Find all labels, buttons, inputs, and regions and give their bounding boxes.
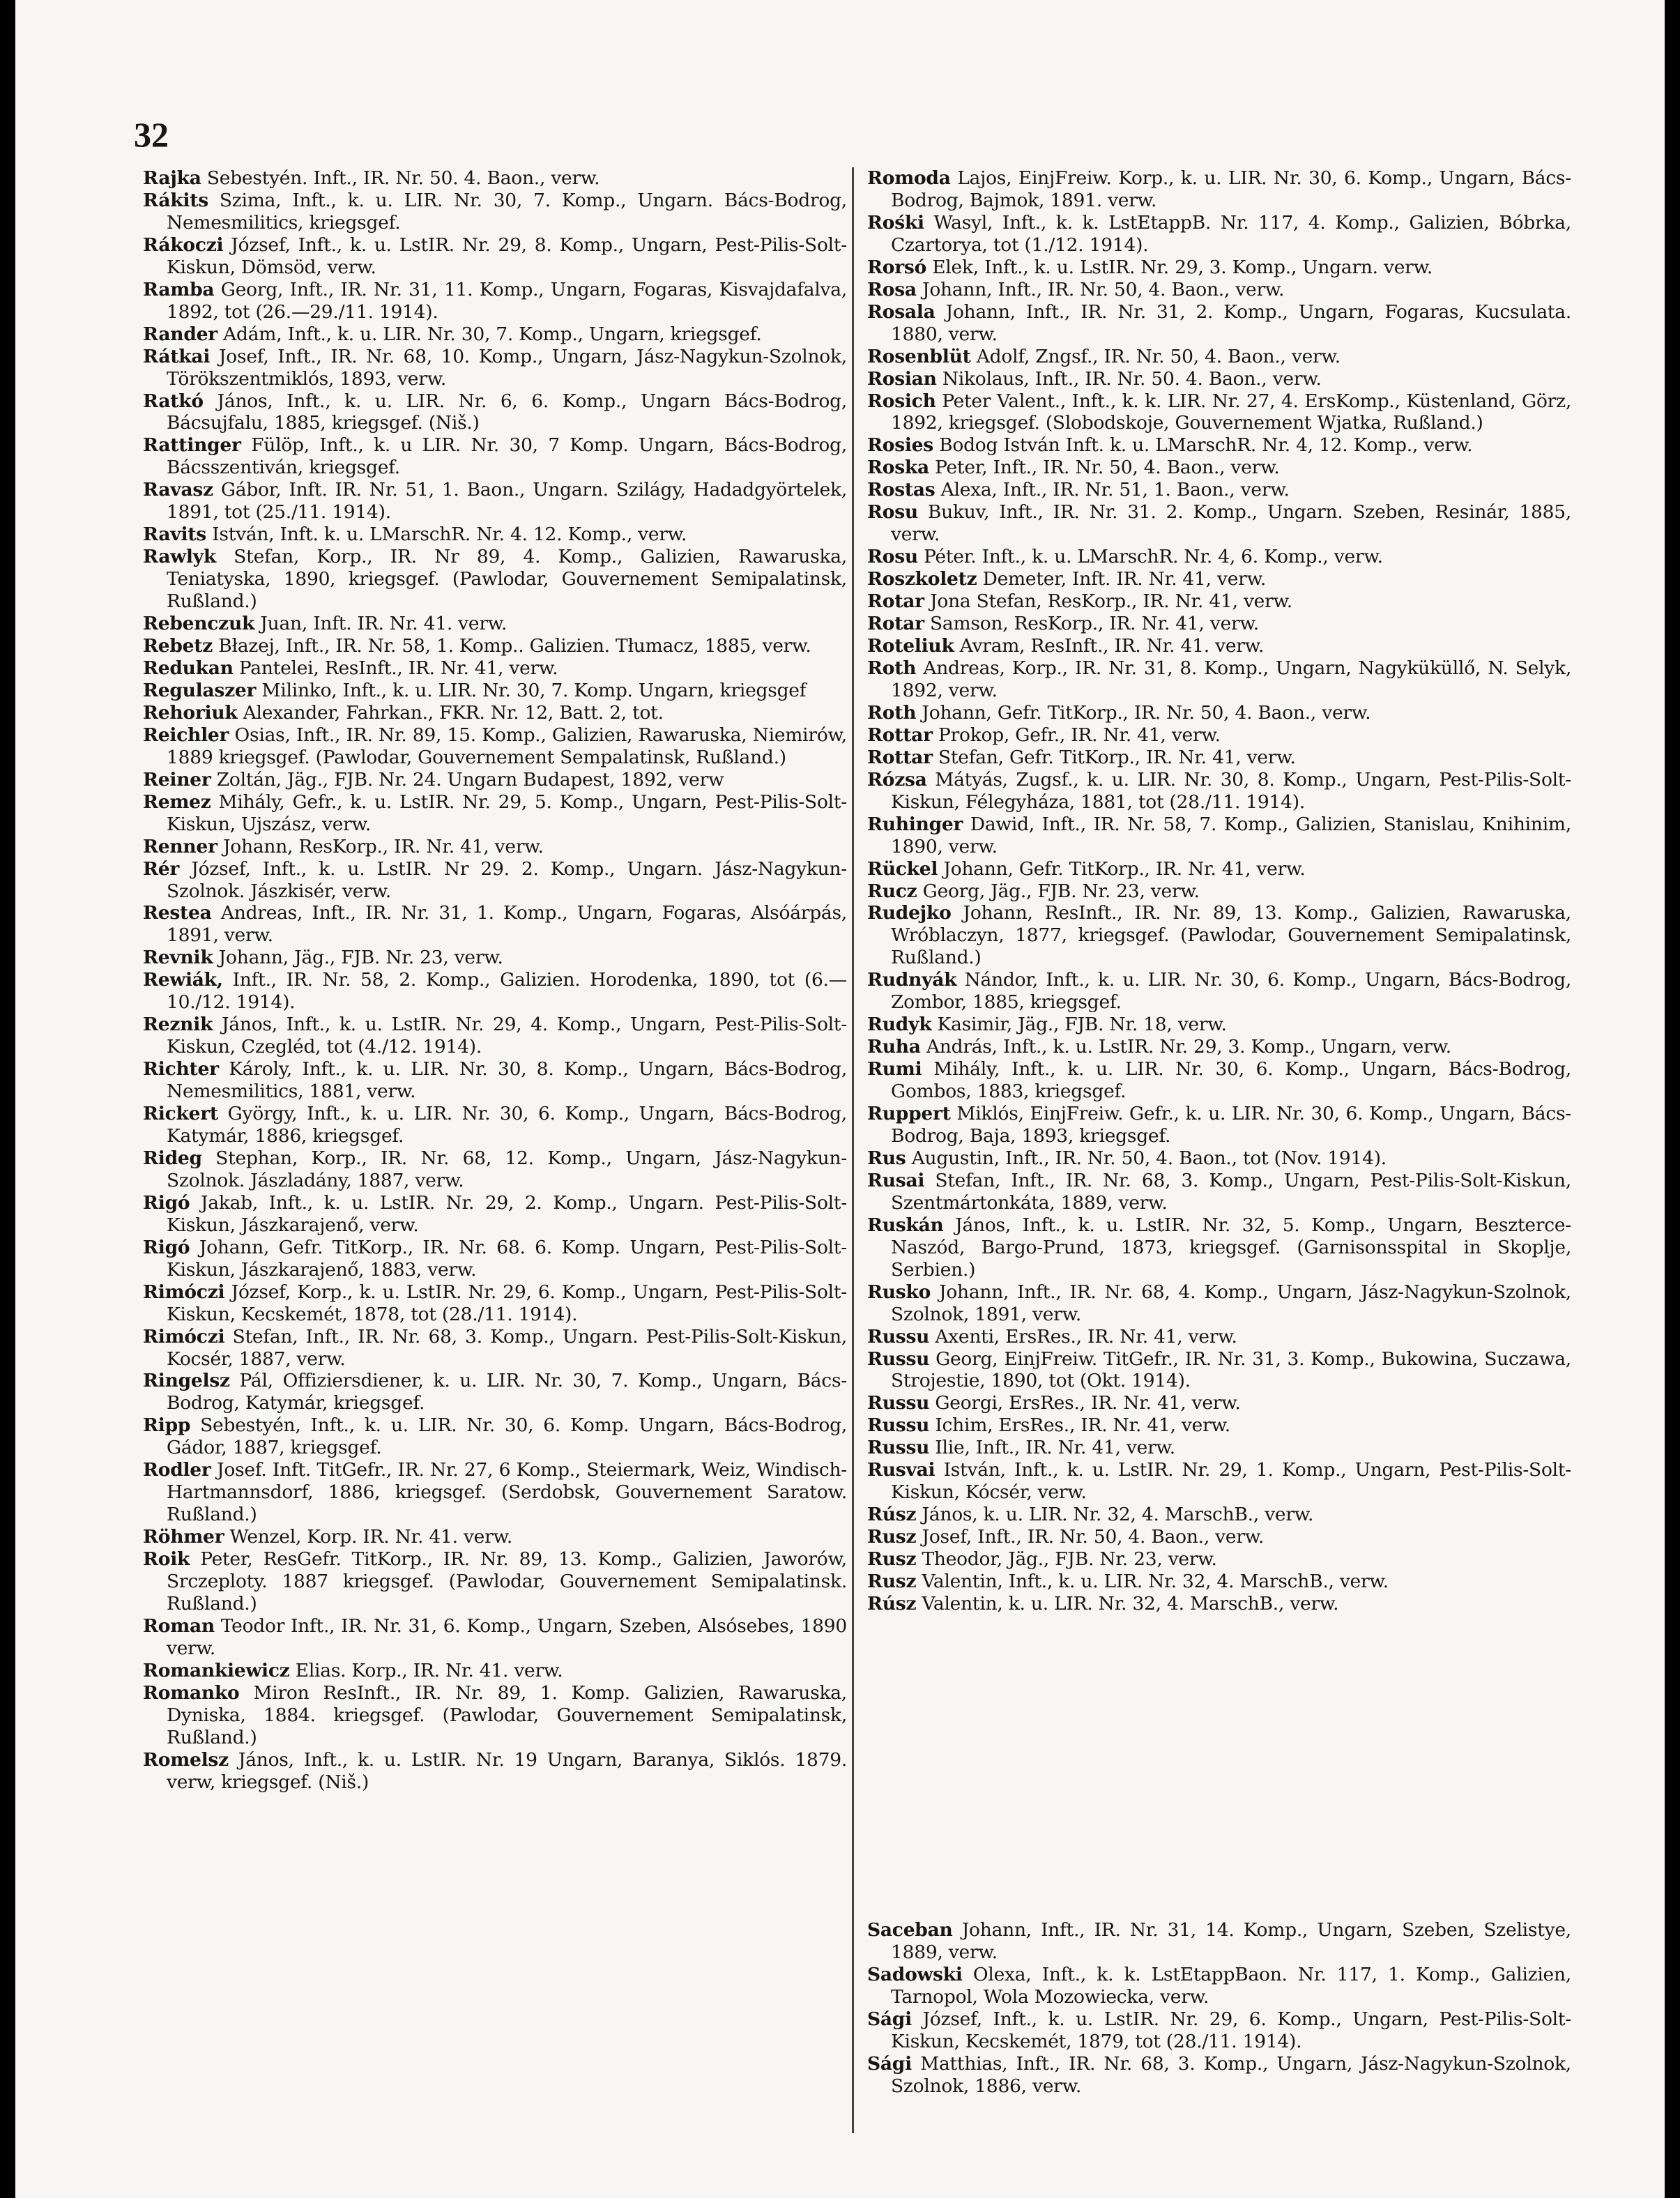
entry-surname: Rigó xyxy=(143,1236,190,1258)
list-item xyxy=(143,858,847,903)
entry-surname: Rajka xyxy=(143,167,201,189)
entry-surname: Rusai xyxy=(867,1169,925,1191)
entry-surname: Russu xyxy=(867,1325,930,1348)
list-item xyxy=(867,1214,1571,1281)
entry-surname: Rotar xyxy=(867,590,924,613)
list-item xyxy=(867,1014,1571,1036)
list-item xyxy=(143,1192,847,1237)
entry-details: Jona Stefan, ResKorp., IR. Nr. 41, verw. xyxy=(930,590,1292,613)
list-item xyxy=(143,1281,847,1326)
entry-surname: Rodler xyxy=(143,1459,211,1481)
entry-surname: Restea xyxy=(143,902,212,924)
list-item xyxy=(143,1414,847,1459)
list-item xyxy=(867,279,1571,301)
list-item xyxy=(143,791,847,836)
list-item xyxy=(143,524,847,546)
entry-surname: Rawlyk xyxy=(143,546,216,568)
entry-details: Mihály, Gefr., k. u. LstIR. Nr. 29, 5. Komp., Ungarn, Pest-Pilis-Solt-Kiskun, Ujszász, verw. xyxy=(167,791,847,835)
entry-surname: Rimóczi xyxy=(143,1281,225,1303)
entry-surname: Renner xyxy=(143,835,217,857)
left-column xyxy=(143,167,847,1794)
entry-surname: Rosenblüt xyxy=(867,345,971,367)
list-item xyxy=(867,1571,1571,1593)
entry-surname: Rosian xyxy=(867,367,937,390)
list-item xyxy=(867,1036,1571,1058)
list-item xyxy=(143,1014,847,1058)
entry-details: Nándor, Inft., k. u. LIR. Nr. 30, 6. Komp., Ungarn, Bács-Bodrog, Zombor, 1885, kriegsgef. xyxy=(891,969,1571,1014)
entry-details: Valentin, Inft., k. u. LIR. Nr. 32, 4. MarschB., verw. xyxy=(922,1571,1389,1593)
entry-details: Bodog István Inft. k. u. LMarschR. Nr. 4, 12. Komp., verw. xyxy=(939,434,1473,457)
list-item xyxy=(867,1281,1571,1326)
list-item xyxy=(867,858,1571,880)
entry-surname: Röhmer xyxy=(143,1526,224,1548)
list-item xyxy=(143,1548,847,1615)
entry-details: Adolf, Zngsf., IR. Nr. 50, 4. Baon., verw. xyxy=(976,345,1341,367)
entry-details: Theodor, Jäg., FJB. Nr. 23, verw. xyxy=(922,1548,1217,1571)
entry-surname: Rośki xyxy=(867,211,924,234)
entry-details: Peter, ResGefr. TitKorp., IR. Nr. 89, 13. Komp., Galizien, Jaworów, Srczeploty. 1887 kriegsgef. (Pawlodar, Gouvernement Semipalatinsk. Rußland.) xyxy=(167,1548,847,1615)
entry-surname: Rosu xyxy=(867,501,918,524)
entry-details: Teodor Inft., IR. Nr. 31, 6. Komp., Ungarn, Szeben, Alsósebes, 1890 verw. xyxy=(167,1615,847,1659)
entry-surname: Rickert xyxy=(143,1103,218,1125)
list-item xyxy=(867,568,1571,590)
entry-surname: Sági xyxy=(867,2052,912,2075)
list-item xyxy=(867,724,1571,747)
list-item xyxy=(867,590,1571,613)
entry-surname: Rudnyák xyxy=(867,969,957,991)
list-item xyxy=(143,546,847,613)
entry-details: Zoltán, Jäg., FJB. Nr. 24. Ungarn Budapest, 1892, verw xyxy=(216,768,724,791)
list-item xyxy=(867,2008,1571,2053)
entry-surname: Russu xyxy=(867,1348,930,1370)
entry-surname: Ramba xyxy=(143,278,215,300)
document-page xyxy=(15,0,1665,2198)
list-item xyxy=(143,836,847,858)
entry-details: Peter, Inft., IR. Nr. 50, 4. Baon., verw. xyxy=(935,457,1280,479)
entry-details: Georgi, ErsRes., IR. Nr. 41, verw. xyxy=(935,1392,1241,1414)
list-item xyxy=(143,190,847,234)
list-item xyxy=(867,434,1571,457)
entry-details: Inft., IR. Nr. 58, 2. Komp., Galizien. Horodenka, 1890, tot (6.—10./12. 1914). xyxy=(167,969,847,1014)
entry-surname: Rudejko xyxy=(867,902,952,924)
list-item xyxy=(143,680,847,702)
entry-details: Mihály, Inft., k. u. LIR. Nr. 30, 6. Komp., Ungarn, Bács-Bodrog, Gombos, 1883, kriegsgef. xyxy=(891,1058,1571,1103)
right-column xyxy=(867,167,1571,1615)
list-item xyxy=(143,1615,847,1660)
entry-details: Stefan, Korp., IR. Nr 89, 4. Komp., Galizien, Rawaruska, Teniatyska, 1890, kriegsgef. (Pawlodar, Gouvernement Semipalatinsk, Rußland.) xyxy=(167,546,847,613)
list-item xyxy=(867,769,1571,814)
entry-details: Peter Valent., Inft., k. k. LIR. Nr. 27, 4. ErsKomp., Küstenland, Görz, 1892, kriegsgef. (Slobodskoje, Gouvernement Wjatka, Rußland.) xyxy=(891,390,1571,434)
list-item xyxy=(143,635,847,657)
entry-details: Johann, Gefr. TitKorp., IR. Nr. 50, 4. Baon., verw. xyxy=(922,701,1371,724)
entry-details: Elias. Korp., IR. Nr. 41. verw. xyxy=(295,1659,563,1681)
entry-details: Elek, Inft., k. u. LstIR. Nr. 29, 3. Komp., Ungarn. verw. xyxy=(932,256,1433,278)
entry-surname: Rehoriuk xyxy=(143,701,238,724)
entry-details: György, Inft., k. u. LIR. Nr. 30, 6. Komp., Ungarn, Bács-Bodrog, Katymár, 1886, kriegsgef. xyxy=(167,1103,847,1147)
entry-details: Johann, ResInft., IR. Nr. 89, 13. Komp., Galizien, Rawaruska, Wróblaczyn, 1877, kriegsgef. (Pawlodar, Gouvernement Semipalatinsk, Rußland.) xyxy=(891,902,1571,969)
entry-surname: Rusz xyxy=(867,1526,917,1548)
entry-surname: Ravasz xyxy=(143,479,213,501)
list-item xyxy=(143,769,847,791)
list-item xyxy=(867,1414,1571,1437)
list-item xyxy=(143,234,847,279)
entry-details: Jakab, Inft., k. u. LstIR. Nr. 29, 2. Komp., Ungarn. Pest-Pilis-Solt-Kiskun, Jászkarajenő, verw. xyxy=(167,1191,847,1236)
entry-details: Ichim, ErsRes., IR. Nr. 41, verw. xyxy=(935,1414,1230,1437)
entry-surname: Ratkó xyxy=(143,390,204,412)
entry-surname: Rosala xyxy=(867,300,936,323)
entry-details: János, k. u. LIR. Nr. 32, 4. MarschB., verw. xyxy=(922,1504,1314,1526)
entry-details: Andreas, Korp., IR. Nr. 31, 8. Komp., Ungarn, Nagyküküllő, N. Selyk, 1892, verw. xyxy=(891,657,1571,701)
entry-surname: Rigó xyxy=(143,1191,190,1214)
entry-surname: Rúsz xyxy=(867,1504,917,1526)
entry-surname: Rumi xyxy=(867,1058,922,1081)
entry-surname: Romanko xyxy=(143,1681,240,1704)
entry-details: Prokop, Gefr., IR. Nr. 41, verw. xyxy=(938,724,1221,746)
entry-surname: Rus xyxy=(867,1147,906,1169)
entry-details: Kasimir, Jäg., FJB. Nr. 18, verw. xyxy=(937,1014,1227,1036)
entry-surname: Rostas xyxy=(867,479,936,501)
entry-details: Nikolaus, Inft., IR. Nr. 50. 4. Baon., verw. xyxy=(942,367,1322,390)
entry-details: Pál, Offiziersdiener, k. u. LIR. Nr. 30, 7. Komp., Ungarn, Bács-Bodrog, Katymár, kriegsgef. xyxy=(167,1370,847,1414)
entry-details: Bukuv, Inft., IR. Nr. 31. 2. Komp., Ungarn. Szeben, Resinár, 1885, verw. xyxy=(891,501,1571,546)
entry-details: Lajos, EinjFreiw. Korp., k. u. LIR. Nr. 30, 6. Komp., Ungarn, Bács-Bodrog, Bajmok, 1891. verw. xyxy=(891,167,1571,211)
entry-details: István, Inft., k. u. LstIR. Nr. 29, 1. Komp., Ungarn, Pest-Pilis-Solt-Kiskun, Kócsér, verw. xyxy=(891,1459,1571,1504)
entry-surname: Rebenczuk xyxy=(143,613,255,635)
list-item xyxy=(867,702,1571,724)
list-item xyxy=(143,279,847,323)
entry-surname: Russu xyxy=(867,1392,930,1414)
entry-details: Gábor, Inft. IR. Nr. 51, 1. Baon., Ungarn. Szilágy, Hadadgyörtelek, 1891, tot (25./11. 1914). xyxy=(167,479,847,524)
entry-details: Fülöp, Inft., k. u LIR. Nr. 30, 7 Komp. Ungarn, Bács-Bodrog, Bácsszentiván, kriegsgef. xyxy=(167,434,847,479)
entry-surname: Ruppert xyxy=(867,1103,951,1125)
list-item xyxy=(867,457,1571,479)
list-item xyxy=(143,947,847,969)
entry-surname: Rosies xyxy=(867,434,933,457)
list-item xyxy=(143,434,847,479)
list-item xyxy=(143,1660,847,1682)
entry-details: Sebestyén. Inft., IR. Nr. 50. 4. Baon., verw. xyxy=(206,167,600,189)
list-item xyxy=(867,1526,1571,1548)
entry-details: Samson, ResKorp., IR. Nr. 41, verw. xyxy=(930,613,1259,635)
entry-surname: Rosich xyxy=(867,390,936,412)
list-item xyxy=(143,167,847,190)
entry-details: Josef, Inft., IR. Nr. 50, 4. Baon., verw. xyxy=(922,1526,1265,1548)
list-item xyxy=(867,390,1571,435)
entry-details: Miklós, EinjFreiw. Gefr., k. u. LIR. Nr. 30, 6. Komp., Ungarn, Bács-Bodrog, Baja, 1893, kriegsgef. xyxy=(891,1103,1571,1147)
entry-details: Milinko, Inft., k. u. LIR. Nr. 30, 7. Komp. Ungarn, kriegsgef xyxy=(261,679,807,701)
list-item xyxy=(143,1526,847,1548)
entry-surname: Russu xyxy=(867,1414,930,1437)
entry-details: Johann, Inft., IR. Nr. 68, 4. Komp., Ungarn, Jász-Nagykun-Szolnok, Szolnok, 1891, verw. xyxy=(891,1281,1571,1325)
entry-surname: Rusko xyxy=(867,1281,931,1303)
entry-surname: Rusz xyxy=(867,1548,917,1571)
entry-details: József, Inft., k. u. LstIR. Nr. 29, 6. Komp., Ungarn, Pest-Pilis-Solt-Kiskun, Kecskemét, 1879, tot (28./11. 1914). xyxy=(891,2008,1571,2052)
list-item xyxy=(867,1326,1571,1348)
list-item xyxy=(867,1348,1571,1393)
entry-details: Osias, Inft., IR. Nr. 89, 15. Komp., Galizien, Rawaruska, Niemirów, 1889 kriegsgef. (Pawlodar, Gouvernement Sempalatinsk, Rußland.) xyxy=(167,724,847,768)
entry-surname: Revnik xyxy=(143,947,213,969)
entry-details: János, Inft., k. u. LIR. Nr. 6, 6. Komp., Ungarn Bács-Bodrog, Bácsujfalu, 1885, kriegsgef. (Niš.) xyxy=(167,390,847,434)
list-item xyxy=(143,1237,847,1281)
list-item xyxy=(867,501,1571,546)
list-item xyxy=(867,257,1571,279)
list-item xyxy=(143,1103,847,1147)
entry-surname: Russu xyxy=(867,1437,930,1459)
entry-details: János, Inft., k. u. LstIR. Nr. 29, 4. Komp., Ungarn, Pest-Pilis-Solt-Kiskun, Czegléd, tot (4./12. 1914). xyxy=(167,1014,847,1058)
entry-surname: Rákits xyxy=(143,189,208,211)
entry-surname: Rosu xyxy=(867,546,918,568)
entry-surname: Rér xyxy=(143,857,180,880)
list-item xyxy=(143,1682,847,1749)
list-item xyxy=(867,880,1571,903)
entry-surname: Remez xyxy=(143,791,211,813)
list-item xyxy=(143,1370,847,1414)
entry-details: Johann, Inft., IR. Nr. 31, 14. Komp., Ungarn, Szeben, Szelistye, 1889, verw. xyxy=(891,1919,1571,1963)
list-item xyxy=(867,1548,1571,1571)
entry-surname: Rózsa xyxy=(867,768,927,791)
entry-details: József, Inft., k. u. LstIR. Nr 29. 2. Komp., Ungarn. Jász-Nagykun-Szolnok. Jászkisér, verw. xyxy=(167,857,847,902)
list-item xyxy=(867,479,1571,501)
list-item xyxy=(143,724,847,769)
list-item xyxy=(867,613,1571,635)
entry-surname: Roman xyxy=(143,1615,215,1637)
page-number: 32 xyxy=(134,115,169,154)
entry-details: Josef. Inft. TitGefr., IR. Nr. 27, 6 Komp., Steiermark, Weiz, Windisch-Hartmannsdorf, 1886, kriegsgef. (Serdobsk, Gouvernement Saratow. Rußland.) xyxy=(167,1459,847,1526)
entry-surname: Roska xyxy=(867,457,929,479)
entry-surname: Rorsó xyxy=(867,256,927,278)
list-item xyxy=(143,969,847,1014)
entry-details: Pantelei, ResInft., IR. Nr. 41, verw. xyxy=(238,657,558,679)
entry-surname: Rottar xyxy=(867,724,933,746)
entry-surname: Reiner xyxy=(143,768,211,791)
entry-details: Stefan, Inft., IR. Nr. 68, 3. Komp., Ungarn. Pest-Pilis-Solt-Kiskun, Kocsér, 1887, verw. xyxy=(167,1325,847,1370)
entry-surname: Romelsz xyxy=(143,1748,229,1771)
entry-surname: Rosa xyxy=(867,278,917,300)
list-item xyxy=(143,1058,847,1103)
list-item xyxy=(867,635,1571,657)
entry-details: Johann, Inft., IR. Nr. 31, 2. Komp., Ungarn, Fogaras, Kucsulata. 1880, verw. xyxy=(891,300,1571,345)
entry-surname: Ringelsz xyxy=(143,1370,230,1392)
entry-details: Stefan, Inft., IR. Nr. 68, 3. Komp., Ungarn, Pest-Pilis-Solt-Kiskun, Szentmártonkáta, 1889, verw. xyxy=(891,1169,1571,1214)
entry-surname: Ruskán xyxy=(867,1214,944,1236)
entry-details: Georg, EinjFreiw. TitGefr., IR. Nr. 31, 3. Komp., Bukowina, Suczawa, Strojestie, 1890, tot (Okt. 1914). xyxy=(891,1348,1571,1392)
list-item xyxy=(143,1147,847,1192)
entry-details: Alexa, Inft., IR. Nr. 51, 1. Baon., verw. xyxy=(940,479,1290,501)
list-item xyxy=(867,747,1571,769)
list-item xyxy=(143,390,847,435)
list-item xyxy=(867,1103,1571,1147)
entry-surname: Rimóczi xyxy=(143,1325,225,1348)
entry-surname: Sági xyxy=(867,2008,912,2030)
entry-details: Stephan, Korp., IR. Nr. 68, 12. Komp., Ungarn, Jász-Nagykun-Szolnok. Jászladány, 1887, verw. xyxy=(167,1147,847,1191)
entry-details: Ilie, Inft., IR. Nr. 41, verw. xyxy=(935,1437,1175,1459)
entry-surname: Roteliuk xyxy=(867,635,954,657)
entry-details: Miron ResInft., IR. Nr. 89, 1. Komp. Galizien, Rawaruska, Dyniska, 1884. kriegsgef. (Pawlodar, Gouvernement Semipalatinsk, Rußland.) xyxy=(167,1681,847,1748)
entry-surname: Ravits xyxy=(143,524,206,546)
entry-details: Olexa, Inft., k. k. LstEtappBaon. Nr. 117, 1. Komp., Galizien, Tarnopol, Wola Mozowiecka, verw. xyxy=(891,1963,1571,2008)
entry-details: Andreas, Inft., IR. Nr. 31, 1. Komp., Ungarn, Fogaras, Alsóárpás, 1891, verw. xyxy=(167,902,847,947)
list-item xyxy=(143,1326,847,1371)
list-item xyxy=(867,1504,1571,1526)
entry-surname: Roth xyxy=(867,701,917,724)
entry-surname: Richter xyxy=(143,1058,219,1081)
entry-details: Károly, Inft., k. u. LIR. Nr. 30, 8. Komp., Ungarn, Bács-Bodrog, Nemesmilitics, 1881, verw. xyxy=(167,1058,847,1103)
entry-details: Johann, Gefr. TitKorp., IR. Nr. 68. 6. Komp. Ungarn, Pest-Pilis-Solt-Kiskun, Jászkarajenő, 1883, verw. xyxy=(167,1236,847,1281)
list-item xyxy=(143,1459,847,1526)
list-item xyxy=(867,1593,1571,1615)
entry-details: Demeter, Inft. IR. Nr. 41, verw. xyxy=(982,568,1267,590)
entry-surname: Romoda xyxy=(867,167,951,189)
list-item xyxy=(867,969,1571,1014)
entry-details: Axenti, ErsRes., IR. Nr. 41, verw. xyxy=(935,1325,1237,1348)
list-item xyxy=(143,1749,847,1794)
entry-surname: Roik xyxy=(143,1548,190,1571)
entry-surname: Roszkoletz xyxy=(867,568,977,590)
entry-details: Sebestyén, Inft., k. u. LIR. Nr. 30, 6. Komp. Ungarn, Bács-Bodrog, Gádor, 1887, kriegsgef. xyxy=(167,1414,847,1459)
entry-surname: Rewiák, xyxy=(143,969,223,991)
entry-details: Avram, ResInft., IR. Nr. 41. verw. xyxy=(959,635,1265,657)
entry-details: Matthias, Inft., IR. Nr. 68, 3. Komp., Ungarn, Jász-Nagykun-Szolnok, Szolnok, 1886, verw. xyxy=(891,2052,1571,2097)
entry-details: Wenzel, Korp. IR. Nr. 41. verw. xyxy=(229,1526,512,1548)
entry-surname: Reichler xyxy=(143,724,229,746)
entry-surname: Sadowski xyxy=(867,1963,963,1985)
entry-details: Stefan, Gefr. TitKorp., IR. Nr. 41, verw. xyxy=(938,746,1296,768)
list-item xyxy=(867,1392,1571,1414)
entry-surname: Reznik xyxy=(143,1014,213,1036)
list-item xyxy=(867,657,1571,702)
entry-surname: Rottar xyxy=(867,746,933,768)
entry-details: János, Inft., k. u. LstIR. Nr. 19 Ungarn, Baranya, Siklós. 1879. verw, kriegsgef. (Niš.) xyxy=(167,1748,847,1793)
entry-details: Augustin, Inft., IR. Nr. 50, 4. Baon., tot (Nov. 1914). xyxy=(911,1147,1387,1169)
list-item xyxy=(143,323,847,346)
entry-surname: Rucz xyxy=(867,880,917,902)
list-item xyxy=(867,2053,1571,2098)
entry-details: József, Korp., k. u. LstIR. Nr. 29, 6. Komp., Ungarn, Pest-Pilis-Solt-Kiskun, Kecskemét, 1878, tot (28./11. 1914). xyxy=(167,1281,847,1325)
entry-surname: Saceban xyxy=(867,1919,953,1941)
entry-surname: Rákoczi xyxy=(143,234,224,256)
entry-surname: Ruha xyxy=(867,1036,921,1058)
entry-surname: Rebetz xyxy=(143,635,213,657)
entry-details: Juan, Inft. IR. Nr. 41. verw. xyxy=(260,613,507,635)
entry-surname: Rideg xyxy=(143,1147,202,1169)
entry-surname: Rückel xyxy=(867,857,938,880)
list-item xyxy=(867,1437,1571,1459)
list-item xyxy=(143,702,847,724)
list-item xyxy=(143,479,847,524)
entry-surname: Rusz xyxy=(867,1571,917,1593)
list-item xyxy=(867,1919,1571,1964)
entry-surname: Rúsz xyxy=(867,1593,917,1615)
entry-details: András, Inft., k. u. LstIR. Nr. 29, 3. Komp., Ungarn, verw. xyxy=(926,1036,1451,1058)
entry-surname: Regulaszer xyxy=(143,679,257,701)
entry-details: Alexander, Fahrkan., FKR. Nr. 12, Batt. 2, tot. xyxy=(243,701,664,724)
list-item xyxy=(867,167,1571,212)
entry-surname: Ripp xyxy=(143,1414,191,1437)
entry-details: János, Inft., k. u. LstIR. Nr. 32, 5. Komp., Ungarn, Beszterce-Naszód, Bargo-Prund, 1873, kriegsgef. (Garnisonsspital in Skoplje, Serbien.) xyxy=(891,1214,1571,1281)
entry-details: Johann, ResKorp., IR. Nr. 41, verw. xyxy=(222,835,544,857)
list-item xyxy=(867,368,1571,390)
list-item xyxy=(867,301,1571,346)
entry-details: István, Inft. k. u. LMarschR. Nr. 4. 12. Komp., verw. xyxy=(212,524,687,546)
entry-surname: Roth xyxy=(867,657,917,679)
list-item xyxy=(867,1147,1571,1170)
entry-details: Mátyás, Zugsf., k. u. LIR. Nr. 30, 8. Komp., Ungarn, Pest-Pilis-Solt-Kiskun, Félegyháza, 1881, tot (28./11. 1914). xyxy=(891,768,1571,813)
list-item xyxy=(867,346,1571,368)
column-divider xyxy=(852,167,854,2133)
entry-details: Błazej, Inft., IR. Nr. 58, 1. Komp.. Galizien. Tłumacz, 1885, verw. xyxy=(218,635,811,657)
entry-details: Adám, Inft., k. u. LIR. Nr. 30, 7. Komp., Ungarn, kriegsgef. xyxy=(223,323,762,345)
list-item xyxy=(867,1964,1571,2008)
list-item xyxy=(143,657,847,680)
entry-details: Szima, Inft., k. u. LIR. Nr. 30, 7. Komp., Ungarn. Bács-Bodrog, Nemesmilitics, kriegsgef. xyxy=(167,189,847,234)
entry-surname: Rátkai xyxy=(143,345,211,367)
entry-details: Johann, Jäg., FJB. Nr. 23, verw. xyxy=(218,947,503,969)
list-item xyxy=(867,546,1571,568)
entry-details: Dawid, Inft., IR. Nr. 58, 7. Komp., Galizien, Stanislau, Knihinim, 1890, verw. xyxy=(891,813,1571,857)
entry-surname: Rudyk xyxy=(867,1014,932,1036)
entry-surname: Redukan xyxy=(143,657,234,679)
list-item xyxy=(867,814,1571,858)
entry-surname: Rander xyxy=(143,323,217,345)
list-item xyxy=(867,1058,1571,1103)
entry-surname: Rattinger xyxy=(143,434,241,457)
list-item xyxy=(143,346,847,390)
list-item xyxy=(143,902,847,947)
entry-surname: Rusvai xyxy=(867,1459,936,1481)
entry-details: Johann, Inft., IR. Nr. 50, 4. Baon., verw. xyxy=(922,278,1285,300)
entry-details: Georg, Inft., IR. Nr. 31, 11. Komp., Ungarn, Fogaras, Kisvajdafalva, 1892, tot (26.—29./11. 1914). xyxy=(167,278,847,323)
list-item xyxy=(867,1170,1571,1214)
entry-details: Valentin, k. u. LIR. Nr. 32, 4. MarschB., verw. xyxy=(922,1593,1339,1615)
right-column-s-section xyxy=(867,1919,1571,2098)
entry-details: Johann, Gefr. TitKorp., IR. Nr. 41, verw. xyxy=(943,857,1306,880)
entry-surname: Ruhinger xyxy=(867,813,963,835)
list-item xyxy=(143,613,847,635)
entry-details: Josef, Inft., IR. Nr. 68, 10. Komp., Ungarn, Jász-Nagykun-Szolnok, Törökszentmiklós, 1893, verw. xyxy=(167,345,847,390)
entry-details: Georg, Jäg., FJB. Nr. 23, verw. xyxy=(922,880,1200,902)
entry-surname: Romankiewicz xyxy=(143,1659,290,1681)
entry-surname: Rotar xyxy=(867,613,924,635)
list-item xyxy=(867,1459,1571,1504)
entry-details: Wasyl, Inft., k. k. LstEtappB. Nr. 117, 4. Komp., Galizien, Bóbrka, Czartorya, tot (1./12. 1914). xyxy=(891,211,1571,256)
list-item xyxy=(867,212,1571,257)
entry-details: József, Inft., k. u. LstIR. Nr. 29, 8. Komp., Ungarn, Pest-Pilis-Solt-Kiskun, Dömsöd, verw. xyxy=(167,234,847,278)
list-item xyxy=(867,902,1571,969)
entry-details: Péter. Inft., k. u. LMarschR. Nr. 4, 6. Komp., verw. xyxy=(924,546,1383,568)
